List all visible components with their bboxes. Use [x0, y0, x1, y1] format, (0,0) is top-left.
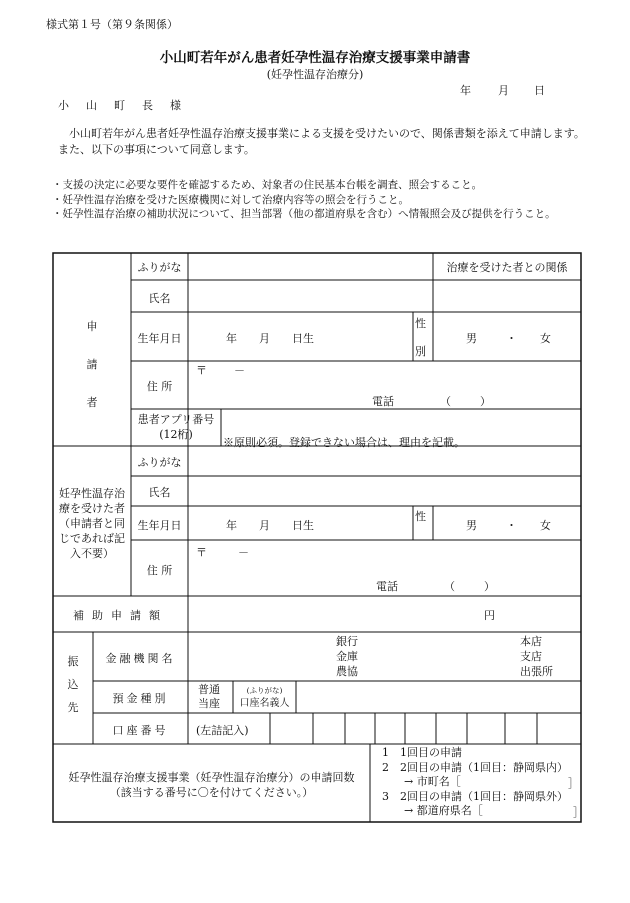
applicant-birth-field[interactable]: 年 月 日生	[226, 332, 314, 345]
patient-female-option[interactable]: 女	[540, 519, 551, 532]
phone-paren-open: （	[440, 395, 451, 408]
count-option-1[interactable]: 1 1回目の申請	[382, 746, 462, 759]
date-month[interactable]: 月	[498, 84, 509, 97]
applicant-phone-label: 電話	[372, 395, 394, 408]
phone-paren-open: （	[444, 580, 455, 593]
form-subtitle: (妊孕性温存治療分)	[266, 68, 364, 81]
count-option-3[interactable]: 3 2回目の申請（1回目：静岡県外）	[382, 789, 568, 803]
form-number: 様式第１号（第９条関係）	[46, 18, 178, 31]
phone-paren-close: ）	[480, 395, 491, 408]
patient-address-label: 住 所	[146, 564, 173, 577]
consent-item: ・支援の決定に必要な要件を確認するため、対象者の住民基本台帳を調査、照会すること。	[52, 179, 483, 191]
postal-mark: 〒	[196, 364, 207, 377]
patient-furigana-label: ふりがな	[137, 456, 182, 469]
patient-sex-label: 性	[415, 510, 426, 523]
branch-type-options[interactable]: 本店 支店 出張所	[520, 635, 553, 678]
separator-dot: ・	[506, 332, 517, 345]
deposit-type-label: 預金種別	[112, 692, 169, 705]
account-holder-label: (ふりがな) 口座名義人	[239, 686, 290, 709]
application-count-label: 妊孕性温存治療支援事業（妊孕性温存治療分）の申請回数 （該当する番号に〇を付けてください。）	[68, 771, 355, 799]
app-number-label: 患者アプリ番号 (12桁)	[137, 413, 215, 441]
addressee: 小山町長様	[58, 99, 198, 112]
count-option-2[interactable]: 2 2回目の申請（1回目：静岡県内）	[382, 760, 568, 774]
transfer-section-label: 振 込 先	[67, 655, 79, 714]
patient-phone-label: 電話	[376, 580, 398, 593]
patient-furigana-field[interactable]	[189, 447, 580, 475]
municipality-line[interactable]: → 市町名［	[382, 775, 461, 788]
applicant-name-label: 氏名	[148, 292, 171, 305]
deposit-type-options[interactable]: 普通 当座	[198, 683, 220, 710]
applicant-furigana-field[interactable]	[189, 254, 432, 279]
consent-item: ・妊孕性温存治療を受けた医療機関に対して治療内容等の照会を行うこと。	[52, 193, 409, 206]
form-title: 小山町若年がん患者妊孕性温存治療支援事業申請書	[159, 50, 471, 66]
intro-text: 小山町若年がん患者妊孕性温存治療支援事業による支援を受けたいので、関係書類を添えて申請します。また、以下の事項について同意します。	[58, 127, 585, 156]
patient-birth-field[interactable]: 年 月 日生	[226, 519, 314, 532]
postal-dash: －	[238, 546, 249, 559]
institution-label: 金融機関名	[105, 652, 176, 665]
app-number-field[interactable]	[222, 410, 580, 432]
account-number-field[interactable]	[271, 714, 580, 743]
subsidy-amount-field[interactable]	[189, 597, 580, 631]
applicant-name-field[interactable]	[189, 281, 432, 311]
applicant-section-label: 申 請 者	[86, 320, 98, 409]
applicant-address-label: 住 所	[146, 380, 173, 393]
bracket-close: ］	[573, 806, 584, 819]
account-number-label: 口座番号	[112, 724, 169, 737]
applicant-sex-label: 別	[415, 345, 426, 358]
patient-male-option[interactable]: 男	[466, 519, 477, 532]
yen-label: 円	[484, 609, 495, 622]
phone-paren-close: ）	[484, 580, 495, 593]
consent-item: ・妊孕性温存治療の補助状況について、担当部署（他の都道府県を含む）へ情報照会及び提供を行うこと。	[52, 208, 556, 220]
application-count-options[interactable]	[382, 746, 568, 819]
date-day[interactable]: 日	[534, 84, 545, 97]
subsidy-label: 補助申請額	[73, 609, 168, 622]
bracket-close: ］	[568, 777, 579, 790]
account-holder-field[interactable]	[297, 682, 580, 712]
applicant-furigana-label: ふりがな	[137, 261, 182, 274]
patient-birth-label: 生年月日	[137, 519, 182, 532]
app-number-note: ※原則必須。登録できない場合は、理由を記載。	[223, 436, 465, 449]
applicant-male-option[interactable]: 男	[466, 332, 477, 345]
patient-name-field[interactable]	[189, 477, 580, 505]
prefecture-line[interactable]: → 都道府県名［	[382, 804, 483, 817]
bank-type-options[interactable]: 銀行 金庫 農協	[336, 635, 358, 678]
applicant-sex-label: 性	[415, 317, 426, 330]
relation-label: 治療を受けた者との関係	[446, 261, 568, 274]
patient-section-label: 妊孕性温存治 療を受けた者 （申請者と同 じであれば記 入不要）	[59, 487, 125, 560]
postal-dash: －	[234, 364, 245, 377]
patient-name-label: 氏名	[148, 486, 171, 499]
separator-dot: ・	[506, 519, 517, 532]
left-align-note: (左詰記入)	[196, 724, 249, 737]
relation-field[interactable]	[434, 281, 580, 311]
date-year[interactable]: 年	[460, 84, 471, 97]
applicant-birth-label: 生年月日	[137, 332, 182, 345]
postal-mark: 〒	[196, 546, 207, 559]
applicant-female-option[interactable]: 女	[540, 332, 551, 345]
